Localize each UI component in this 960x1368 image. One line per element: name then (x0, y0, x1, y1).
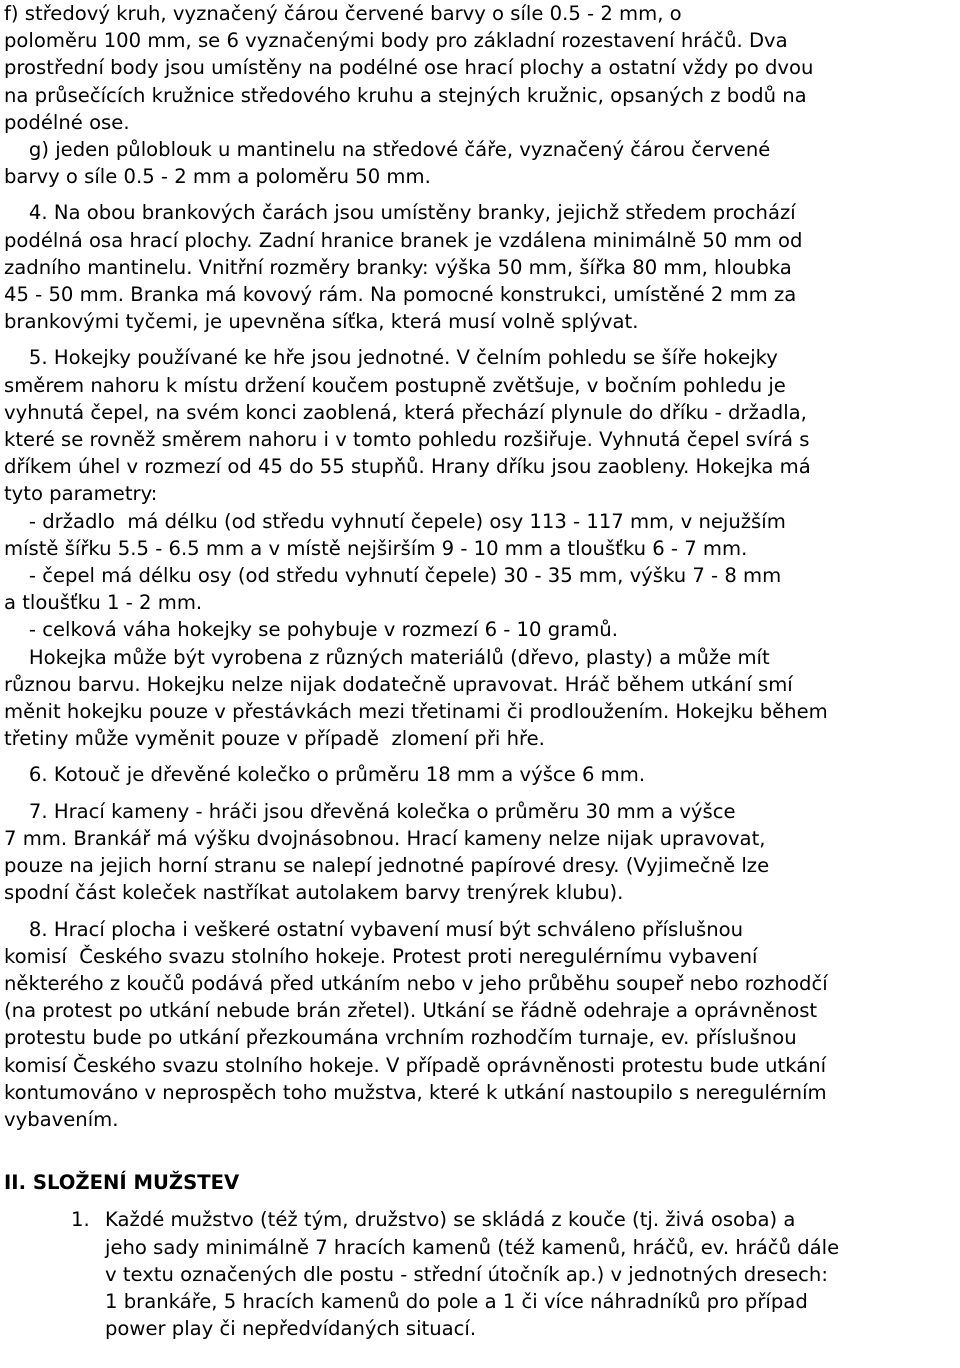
text-line: 5. Hokejky používané ke hře jsou jednotné. V čelním pohledu se šíře hokejky (4, 346, 778, 370)
text-line: které se rovněž směrem nahoru i v tomto pohledu rozšiřuje. Vyhnutá čepel svírá s (4, 428, 810, 452)
text-line: třetiny může vyměnit pouze v případě zlomení při hře. (4, 727, 545, 751)
text-line: některého z koučů podává před utkáním nebo v jeho průběhu soupeř nebo rozhodčí (4, 971, 828, 995)
text-line: - čepel má délku osy (od středu vyhnutí čepele) 30 - 35 mm, výšku 7 - 8 mm (4, 564, 782, 588)
text-line: komisí Českého svazu stolního hokeje. Protest proti neregulérnímu vybavení (4, 944, 758, 968)
paragraph-g (4, 136, 956, 190)
text-line: a tloušťku 1 - 2 mm. (4, 591, 203, 615)
text-line: různou barvu. Hokejku nelze nijak dodatečně upravovat. Hráč během utkání smí (4, 672, 793, 696)
text-line: 4. Na obou brankových čarách jsou umístěny branky, jejichž středem prochází (4, 201, 796, 225)
text-line: 6. Kotouč je dřevěné kolečko o průměru 18 mm a výšce 6 mm. (4, 763, 646, 787)
text-line: 1 brankáře, 5 hracích kamenů do pole a 1 či více náhradníků pro případ (105, 1289, 808, 1313)
text-line: Hokejka může být vyrobena z různých materiálů (dřevo, plasty) a může mít (4, 645, 770, 669)
text-line: v textu označených dle postu - střední útočník ap.) v jednotných dresech: (105, 1262, 828, 1286)
text-line: podélná osa hrací plochy. Zadní hranice branek je vzdálena minimálně 50 mm od (4, 228, 803, 252)
text-line: brankovými tyčemi, je upevněna síťka, která musí volně splývat. (4, 310, 639, 334)
section-heading: II. SLOŽENÍ MUŽSTEV (4, 1171, 240, 1195)
paragraph-6-puck (4, 761, 956, 788)
text-line: - držadlo má délku (od středu vyhnutí čepele) osy 113 - 117 mm, v nejužším (4, 509, 786, 533)
text-line: prostřední body jsou umístěny na podélné ose hrací plochy a ostatní vždy po dvou (4, 56, 814, 80)
text-line: f) středový kruh, vyznačený čárou červené barvy o síle 0.5 - 2 mm, o (4, 2, 682, 25)
text-line: protestu bude po utkání přezkoumána vrchním rozhodčím turnaje, ev. příslušnou (4, 1026, 797, 1050)
text-line: - celková váha hokejky se pohybuje v rozmezí 6 - 10 gramů. (4, 618, 618, 642)
text-line: jeho sady minimálně 7 hracích kamenů (též kamenů, hráčů, ev. hráčů dále (105, 1235, 840, 1259)
text-line: směrem nahoru k místu držení koučem postupně zvětšuje, v bočním pohledu je (4, 373, 786, 397)
text-line: podélné ose. (4, 110, 130, 134)
text-line: tyto parametry: (4, 482, 158, 506)
text-line: vyhnutá čepel, na svém konci zaoblená, která přechází plynule do dříku - držadla, (4, 400, 807, 424)
text-line: pouze na jejich horní stranu se nalepí jednotné papírové dresy. (Vyjimečně lze (4, 854, 770, 878)
text-line: g) jeden půloblouk u mantinelu na středové čáře, vyznačený čárou červené (4, 138, 771, 162)
text-line: spodní část koleček nastříkat autolakem barvy trenýrek klubu). (4, 881, 624, 905)
text-line: vybavením. (4, 1107, 119, 1131)
text-line: Každé mužstvo (též tým, družstvo) se skládá z kouče (tj. živá osoba) a (105, 1208, 796, 1232)
text-line: 45 - 50 mm. Branka má kovový rám. Na pomocné konstrukci, umístěné 2 mm za (4, 283, 797, 307)
list-item-body (105, 1206, 956, 1342)
list-item-number: 1. (71, 1208, 90, 1232)
paragraph-5-sticks (4, 344, 956, 752)
text-line: poloměru 100 mm, se 6 vyznačenými body pro základní rozestavení hráčů. Dva (4, 29, 788, 53)
paragraph-4-goals (4, 199, 956, 335)
text-line: barvy o síle 0.5 - 2 mm a poloměru 50 mm. (4, 165, 431, 189)
text-line: 8. Hrací plocha i veškeré ostatní vybavení musí být schváleno příslušnou (4, 917, 744, 941)
text-line: (na protest po utkání nebude brán zřetel). Utkání se řádně odehraje a oprávněnost (4, 999, 818, 1023)
text-line: 7. Hrací kameny - hráči jsou dřevěná kolečka o průměru 30 mm a výšce (4, 799, 736, 823)
list-item (4, 1206, 956, 1342)
text-line: dříkem úhel v rozmezí od 45 do 55 stupňů. Hrany dříku jsou zaobleny. Hokejka má (4, 455, 811, 479)
text-line: zadního mantinelu. Vnitřní rozměry branky: výška 50 mm, šířka 80 mm, hloubka (4, 255, 792, 279)
text-line: měnit hokejku pouze v přestávkách mezi třetinami či prodloužením. Hokejku během (4, 700, 828, 724)
text-line: na průsečících kružnice středového kruhu a stejných kružnic, opsaných z bodů na (4, 83, 807, 107)
paragraph-8-equipment (4, 916, 956, 1134)
text-line: místě šířku 5.5 - 6.5 mm a v místě nejširším 9 - 10 mm a tloušťku 6 - 7 mm. (4, 536, 748, 560)
paragraph-f (4, 0, 956, 136)
text-line: 7 mm. Brankář má výšku dvojnásobnou. Hrací kameny nelze nijak upravovat, (4, 826, 766, 850)
document-page (4, 0, 956, 1342)
text-line: komisí Českého svazu stolního hokeje. V případě oprávněnosti protestu bude utkání (4, 1053, 827, 1077)
paragraph-7-players (4, 798, 956, 907)
text-line: kontumováno v neprospěch toho mužstva, které k utkání nastoupilo s neregulérním (4, 1080, 827, 1104)
text-line: power play či nepředvídaných situací. (105, 1317, 477, 1341)
